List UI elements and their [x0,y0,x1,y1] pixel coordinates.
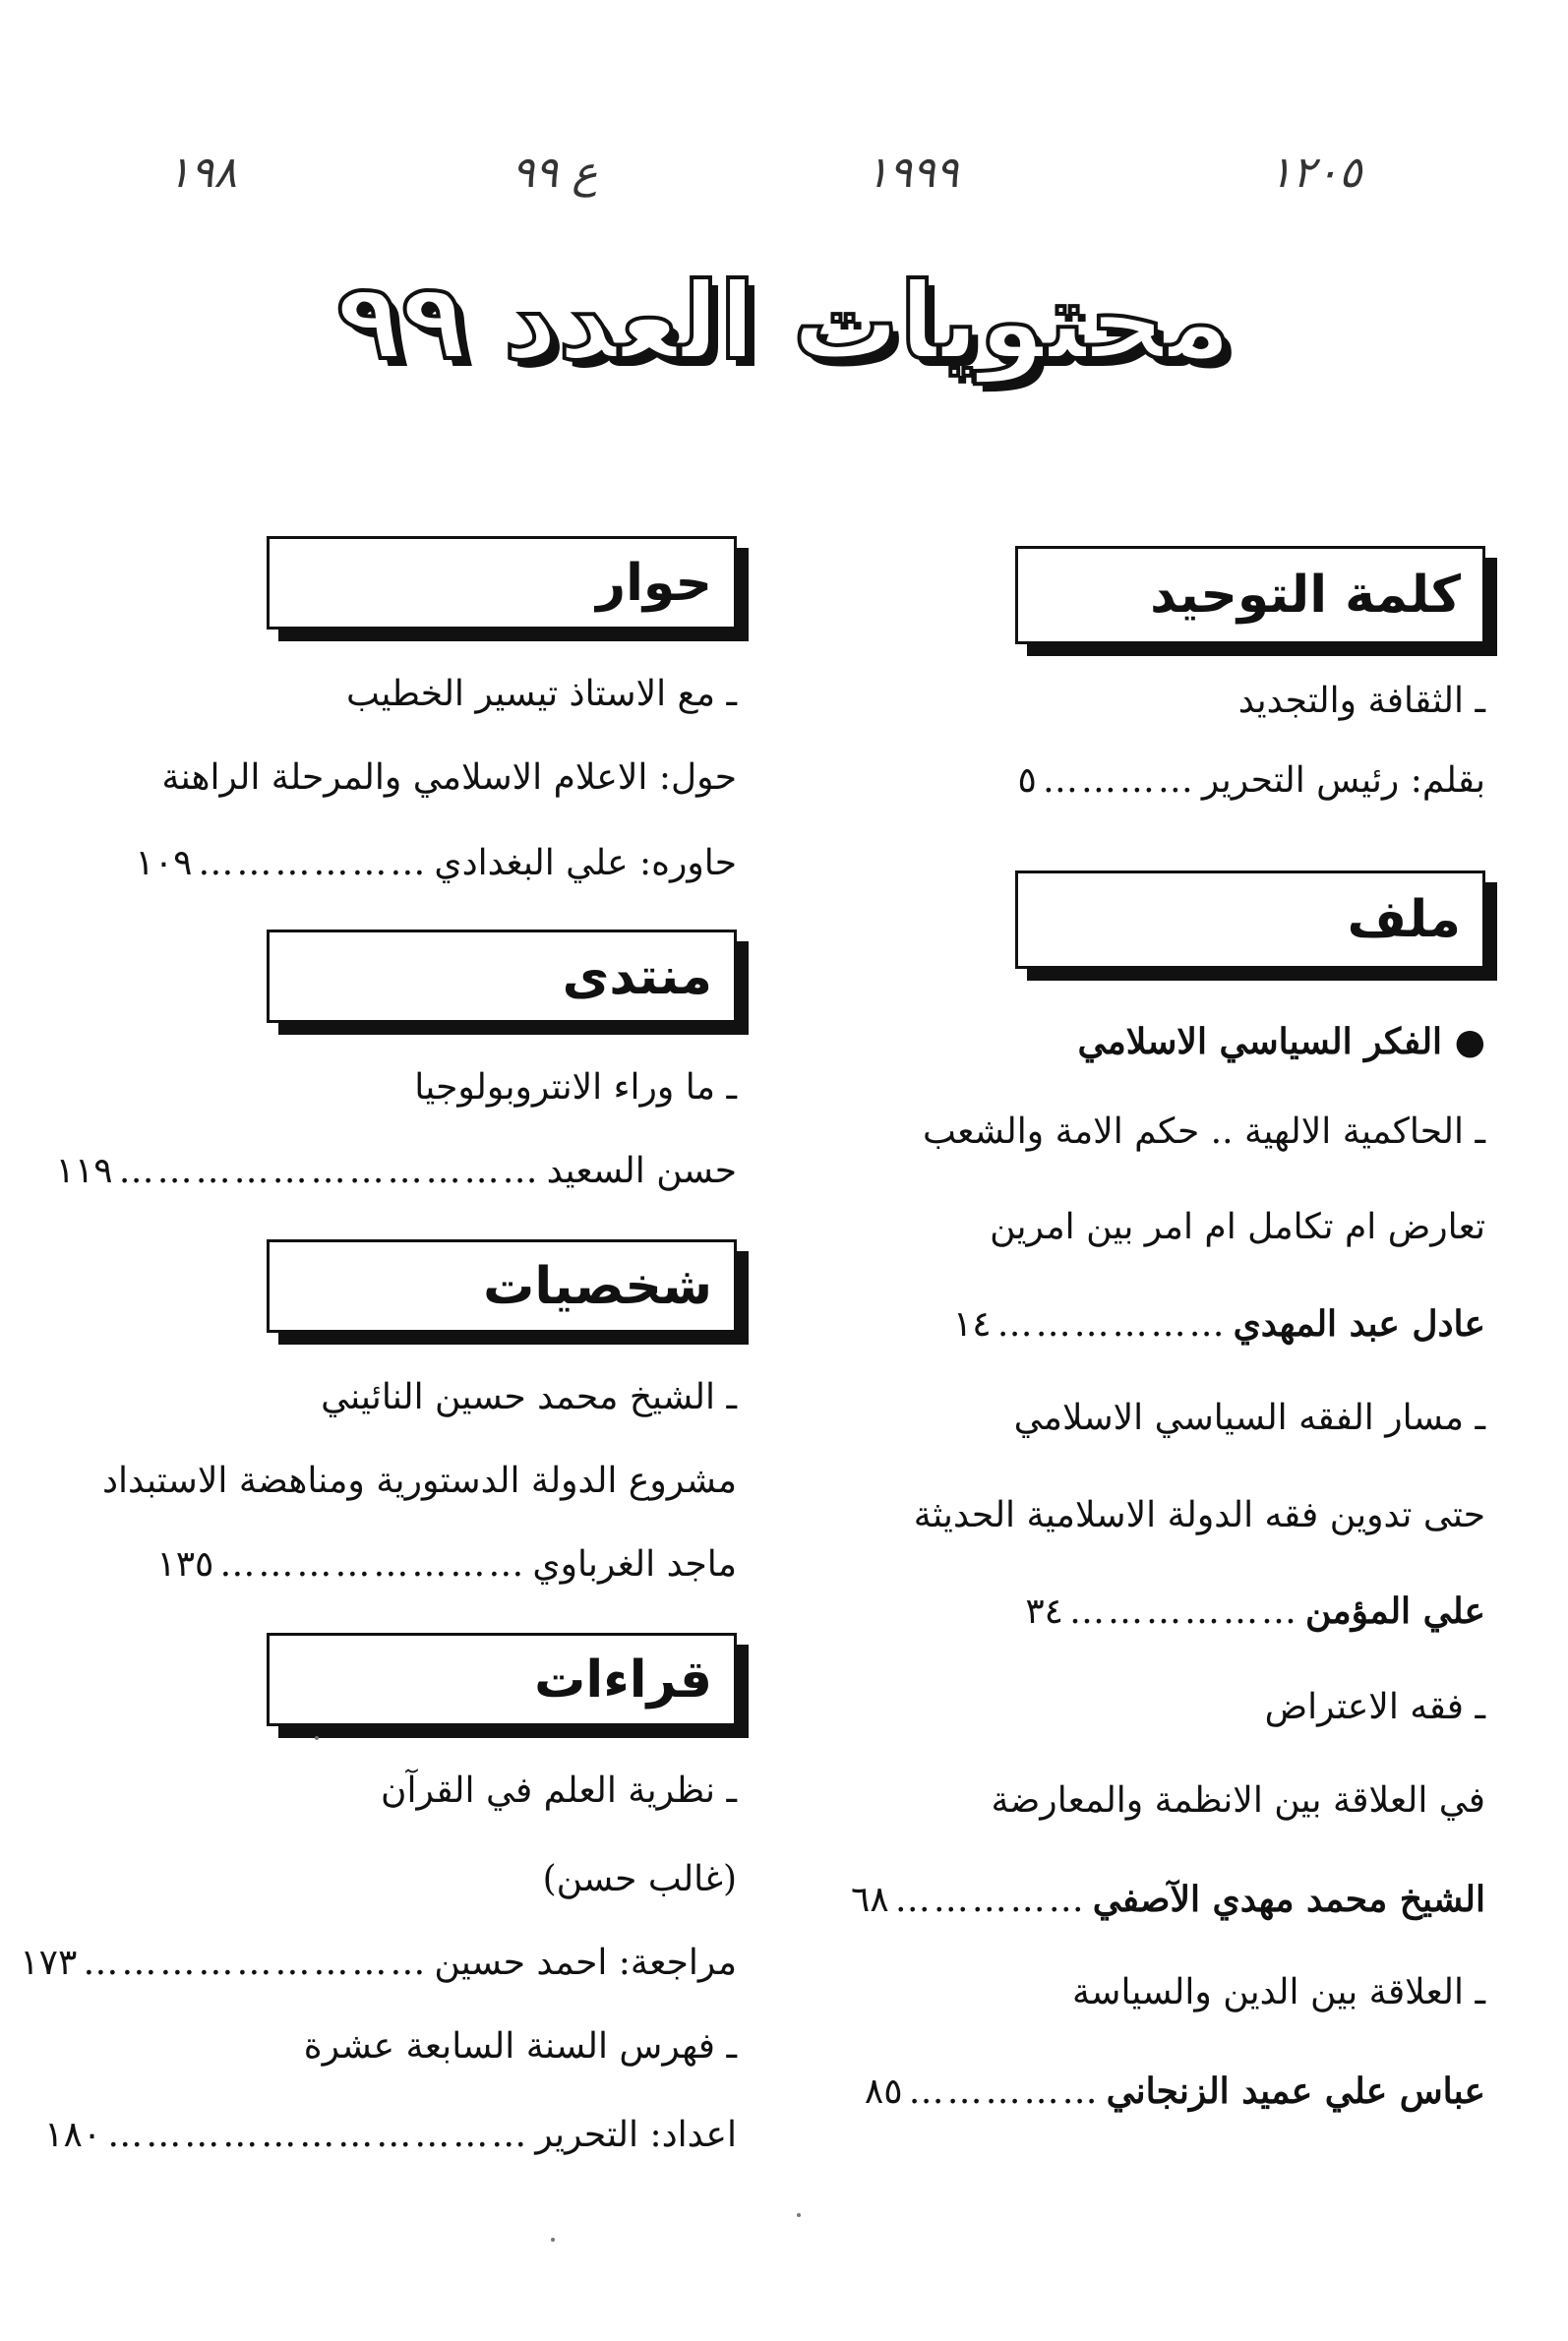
section-heading-box [1015,870,1485,969]
section-heading: حوار [596,553,712,613]
entry-author: حسن السعيد [546,1151,737,1191]
entry-leader-dots: …………………………… [118,1151,541,1191]
entry-author: عادل عبد المهدي [1233,1303,1485,1345]
entry-page-number: ١٠٩ [135,843,193,883]
toc-entry[interactable] [20,1943,737,1983]
entry-page-number: ٥ [1017,760,1037,801]
left-column [19,536,737,2208]
scan-speck [315,1736,319,1740]
handwritten-note-1: ١٢٠٥ [1269,148,1362,198]
toc-line: ـ ما وراء الانتروبولوجيا [414,1067,737,1108]
right-column [797,546,1485,2218]
entry-page-number: ١٧٣ [20,1943,78,1983]
toc-entry[interactable] [851,1879,1485,1920]
toc-line: ـ الشيخ محمد حسين النائيني [321,1377,737,1417]
toc-line: مشروع الدولة الدستورية ومناهضة الاستبداد [102,1461,737,1501]
toc-line: ـ فقه الاعتراض [1264,1687,1485,1727]
section-heading-box [1015,546,1485,644]
scan-speck [551,2238,555,2242]
entry-author: حاوره: علي البغدادي [434,843,737,883]
entry-leader-dots: ………… [1042,760,1196,801]
entry-leader-dots: …………… [894,1880,1087,1920]
section-heading: ملف [1347,890,1461,949]
toc-line: ـ مع الاستاذ تيسير الخطيب [345,674,737,714]
toc-line: حول: الاعلام الاسلامي والمرحلة الراهنة [161,757,737,798]
entry-author: الشيخ محمد مهدي الآصفي [1092,1879,1485,1920]
section-heading-box [267,1633,737,1726]
toc-entry[interactable] [865,2071,1485,2112]
entry-author: بقلم: رئيس التحرير [1201,760,1485,801]
entry-leader-dots: ……………… [198,843,429,883]
entry-author: عباس علي عميد الزنجاني [1106,2071,1485,2112]
toc-entry[interactable] [44,2115,737,2155]
section-heading: قراءات [534,1650,712,1710]
section-heading: منتدى [562,946,712,1006]
toc-entry[interactable] [56,1151,737,1191]
entry-page-number: ١٣٥ [156,1544,214,1585]
toc-entry[interactable] [156,1544,737,1585]
toc-line: ـ نظرية العلم في القرآن [381,1771,737,1811]
section-heading-box [267,536,737,630]
toc-line: ـ الحاكمية الالهية .. حكم الامة والشعب [922,1111,1485,1152]
topic-heading: ● الفكر السياسي الاسلامي [1077,1021,1485,1062]
entry-leader-dots: …………………………… [107,2115,530,2155]
entry-leader-dots: ……………… [996,1304,1228,1345]
entry-page-number: ١١٩ [55,1151,113,1191]
entry-page-number: ١٨٠ [44,2115,102,2155]
toc-line: تعارض ام تكامل ام امر بين امرين [990,1207,1485,1247]
handwritten-note-3: ع ٩٩ [512,148,598,198]
section-heading-box [267,1239,737,1333]
section-heading-box [267,930,737,1023]
entry-leader-dots: …………………… [219,1544,527,1585]
toc-line: ـ فهرس السنة السابعة عشرة [303,2026,737,2067]
toc-entry[interactable] [135,843,737,883]
entry-leader-dots: ……………………… [83,1943,429,1983]
toc-line: ـ العلاقة بين الدين والسياسة [1072,1972,1485,2012]
toc-line: في العلاقة بين الانظمة والمعارضة [991,1780,1485,1821]
toc-line: حتى تدوين فقه الدولة الاسلامية الحديثة [913,1495,1485,1535]
entry-author: اعداد: التحرير [535,2115,737,2155]
handwritten-note-4: ١٩٨ [167,148,237,198]
entry-page-number: ٣٤ [1025,1591,1063,1632]
toc-entry[interactable] [1018,760,1485,801]
entry-author: ماجد الغرباوي [532,1544,737,1585]
page-title: محتويات العدد ٩٩ [336,261,1232,384]
entry-page-number: ٨٥ [864,2071,903,2112]
entry-leader-dots: ……………… [1068,1591,1299,1632]
toc-line: (غالب حسن) [542,1859,737,1899]
entry-page-number: ٦٨ [851,1880,889,1920]
scan-speck [797,2213,801,2217]
toc-line: ـ مسار الفقه السياسي الاسلامي [1013,1398,1485,1438]
entry-author: مراجعة: احمد حسين [434,1943,737,1983]
section-heading: شخصيات [483,1256,712,1316]
entry-author: علي المؤمن [1304,1591,1485,1632]
toc-entry[interactable] [1025,1591,1485,1632]
section-heading: كلمة التوحيد [1150,566,1461,625]
entry-page-number: ١٤ [952,1304,992,1345]
entry-leader-dots: …………… [908,2071,1101,2112]
toc-line: ـ الثقافة والتجديد [1237,681,1485,721]
handwritten-note-2: ١٩٩٩ [866,148,959,198]
toc-entry[interactable] [953,1303,1485,1345]
